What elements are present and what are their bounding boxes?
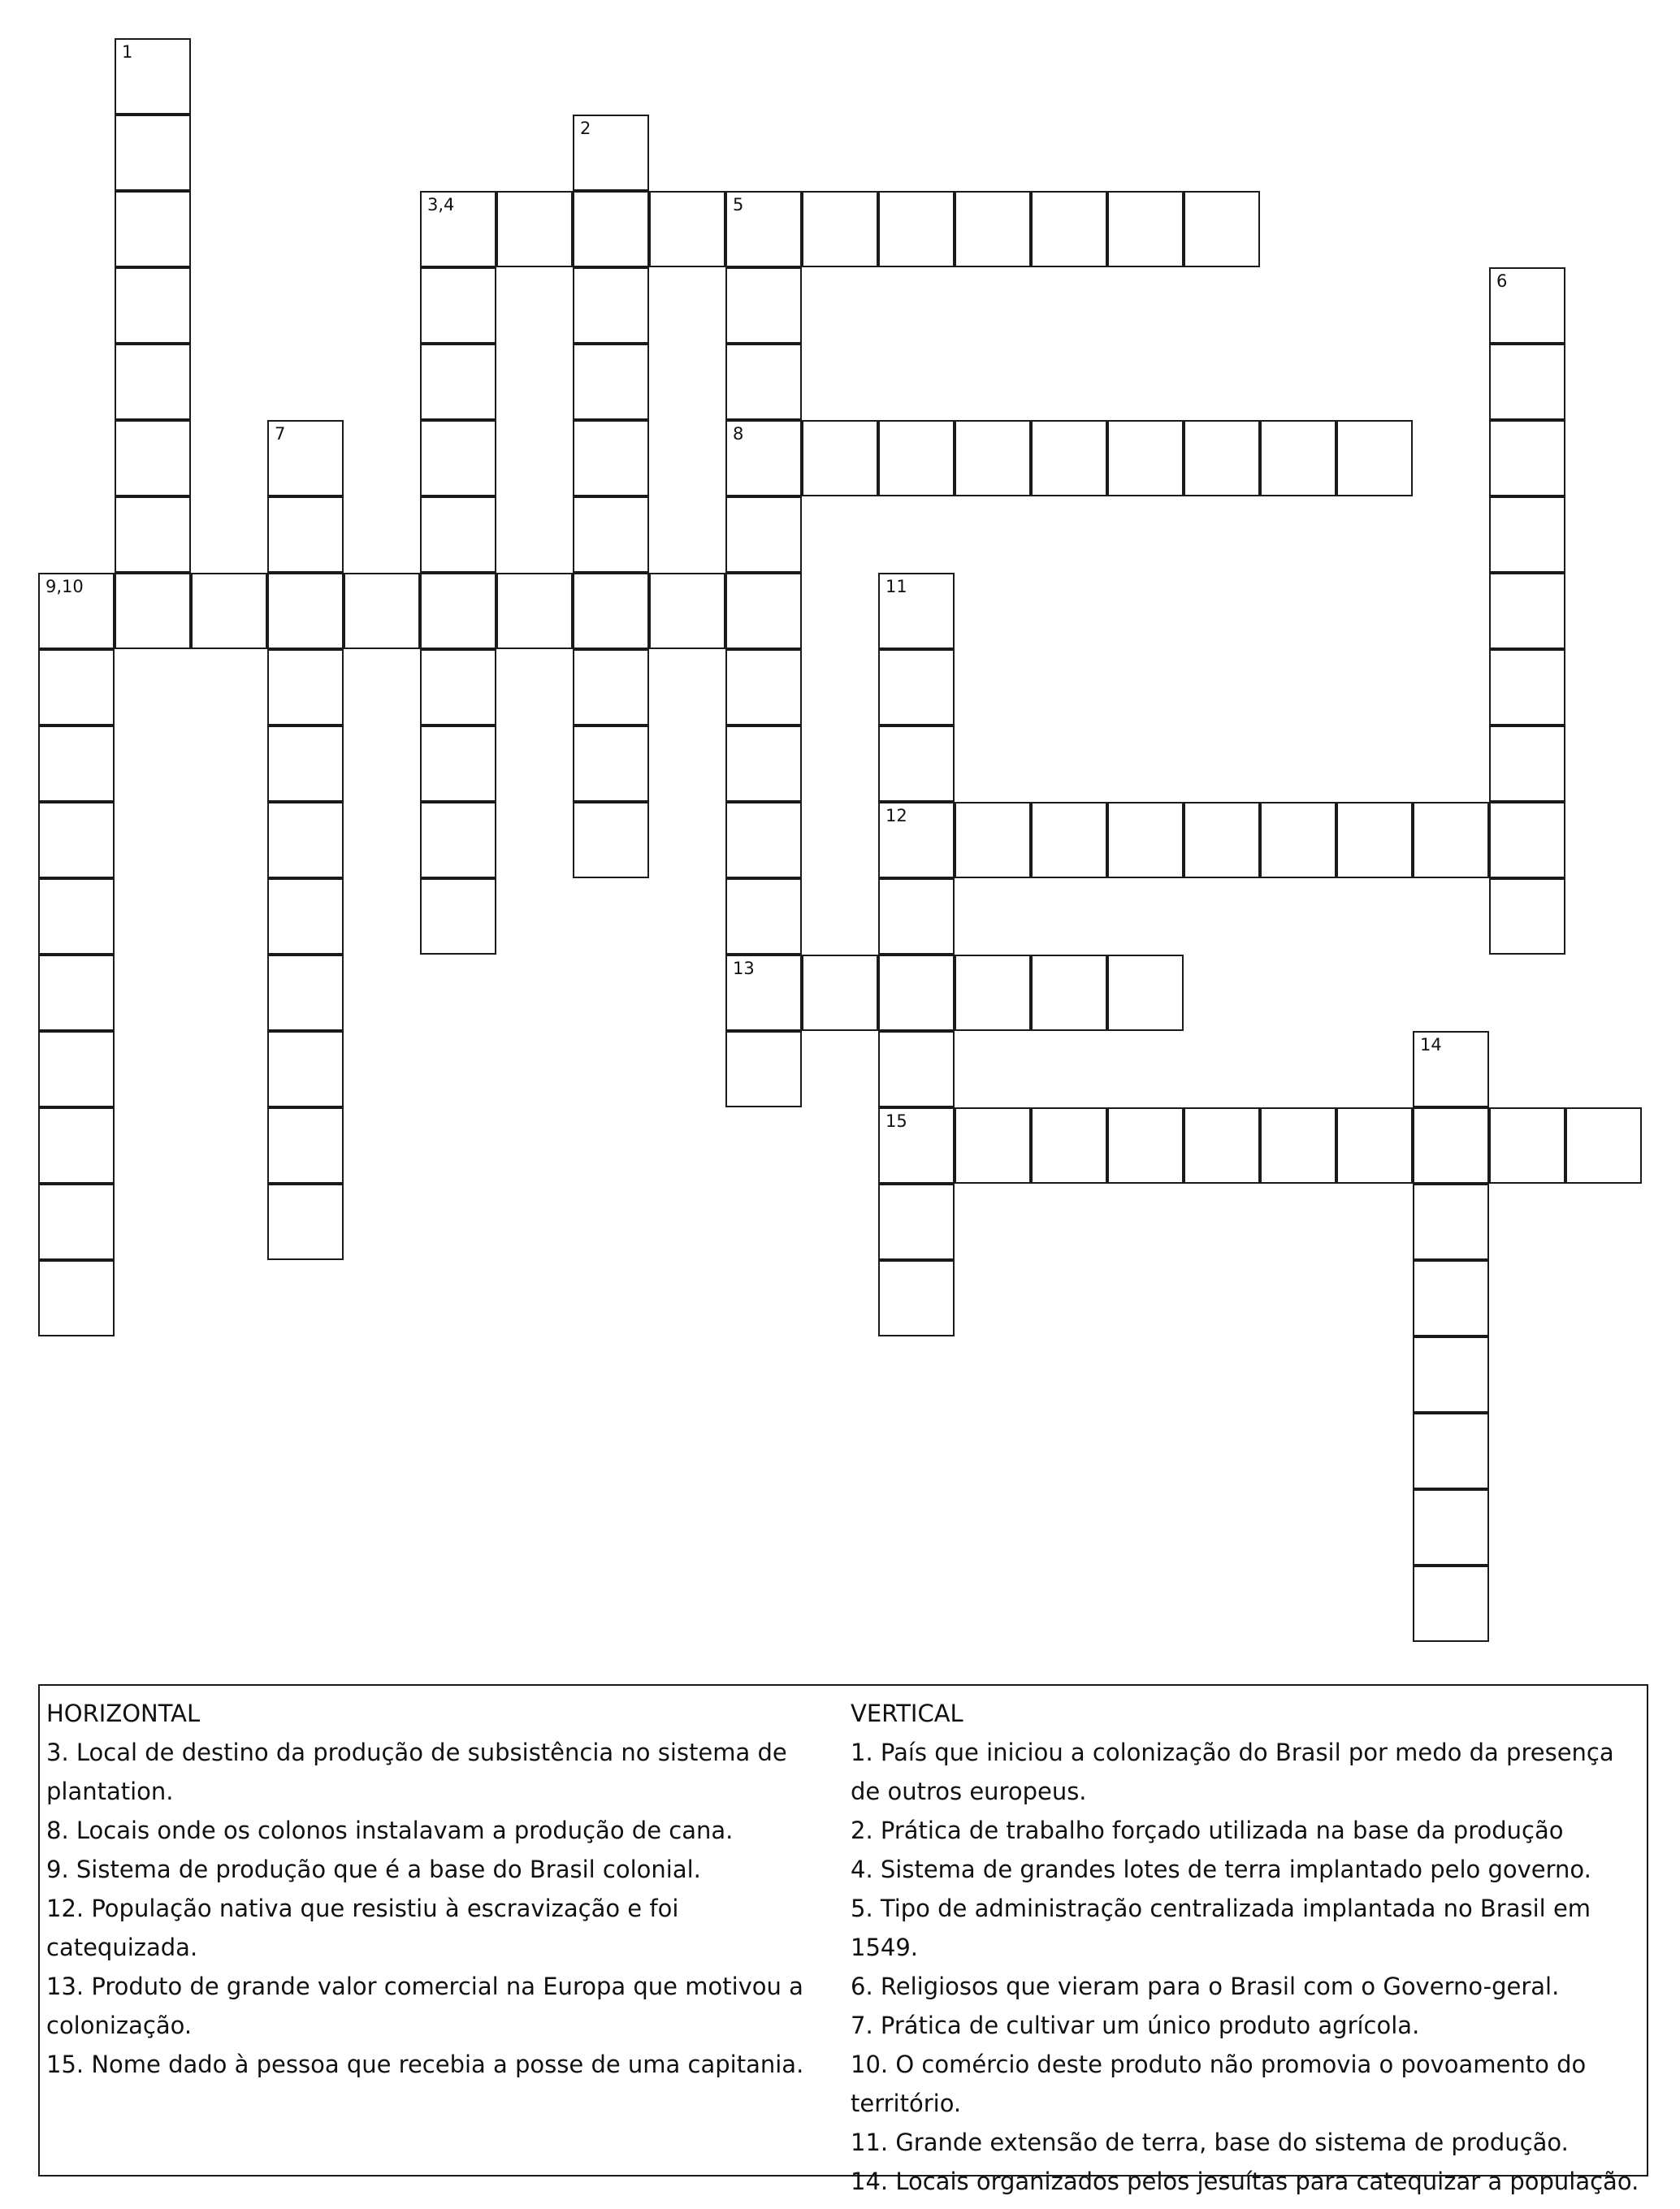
vertical-clue-14: 14. Locais organizados pelos jesuítas para catequizar a população. bbox=[851, 2168, 1639, 2195]
horizontal-clues bbox=[46, 1694, 826, 2084]
grid-cell[interactable] bbox=[115, 573, 191, 649]
grid-cell[interactable] bbox=[1489, 649, 1565, 726]
grid-cell[interactable] bbox=[573, 344, 649, 420]
grid-cell[interactable] bbox=[420, 420, 496, 496]
grid-cell[interactable] bbox=[649, 573, 725, 649]
grid-cell[interactable] bbox=[573, 267, 649, 344]
clue-number: 13 bbox=[733, 959, 755, 978]
clue-number: 3,4 bbox=[427, 195, 455, 214]
grid-cell[interactable] bbox=[878, 1031, 955, 1107]
grid-cell[interactable] bbox=[1031, 420, 1107, 496]
grid-cell[interactable] bbox=[1565, 1107, 1642, 1184]
grid-cell[interactable] bbox=[115, 420, 191, 496]
grid-cell[interactable] bbox=[573, 802, 649, 878]
grid-cell[interactable] bbox=[1489, 267, 1565, 344]
horizontal-clue-8: 8. Locais onde os colonos instalavam a produção de cana. bbox=[46, 1817, 734, 1844]
clues-panel bbox=[38, 1684, 1648, 2195]
horizontal-title: HORIZONTAL bbox=[46, 1700, 201, 1727]
clue-number: 6 bbox=[1496, 271, 1508, 291]
grid-cell[interactable] bbox=[1413, 1260, 1489, 1336]
grid-cell[interactable] bbox=[802, 420, 878, 496]
grid-cell[interactable] bbox=[38, 573, 115, 649]
grid-cell[interactable] bbox=[267, 1107, 344, 1184]
grid-cell[interactable] bbox=[1489, 878, 1565, 955]
grid-cell[interactable] bbox=[115, 496, 191, 573]
grid-cell[interactable] bbox=[1107, 1107, 1184, 1184]
grid-cell[interactable] bbox=[115, 267, 191, 344]
grid-cell[interactable] bbox=[420, 649, 496, 726]
grid-cell[interactable] bbox=[573, 496, 649, 573]
grid-cell[interactable] bbox=[38, 802, 115, 878]
grid-cell[interactable] bbox=[1031, 191, 1107, 267]
grid-cell[interactable] bbox=[420, 496, 496, 573]
grid-cell[interactable] bbox=[1413, 1566, 1489, 1642]
clue-number: 2 bbox=[580, 119, 591, 138]
grid-cell[interactable] bbox=[267, 496, 344, 573]
grid-cell[interactable] bbox=[1184, 191, 1260, 267]
grid-cell[interactable] bbox=[38, 1031, 115, 1107]
vertical-clue-5: 5. Tipo de administração centralizada implantada no Brasil em 1549. bbox=[851, 1895, 1599, 1961]
grid-cell[interactable] bbox=[1107, 420, 1184, 496]
grid-cell[interactable] bbox=[420, 802, 496, 878]
clue-number: 8 bbox=[733, 424, 744, 444]
grid-cell[interactable] bbox=[573, 726, 649, 802]
grid-cell[interactable] bbox=[725, 649, 802, 726]
grid-cell[interactable] bbox=[115, 115, 191, 191]
clue-number: 5 bbox=[733, 195, 744, 214]
clue-number: 7 bbox=[275, 424, 286, 444]
grid-cell[interactable] bbox=[1260, 420, 1336, 496]
horizontal-clue-9: 9. Sistema de produção que é a base do Brasil colonial. bbox=[46, 1856, 701, 1883]
grid-cell[interactable] bbox=[1489, 573, 1565, 649]
grid-cell[interactable] bbox=[267, 649, 344, 726]
grid-cell[interactable] bbox=[878, 802, 955, 878]
grid-cell[interactable] bbox=[725, 726, 802, 802]
clue-number: 15 bbox=[885, 1111, 907, 1131]
grid-cell[interactable] bbox=[1336, 1107, 1413, 1184]
grid-cell[interactable] bbox=[1184, 1107, 1260, 1184]
grid-cell[interactable] bbox=[115, 191, 191, 267]
grid-cell[interactable] bbox=[1031, 802, 1107, 878]
grid-cell[interactable] bbox=[955, 1107, 1031, 1184]
grid-cell[interactable] bbox=[1336, 802, 1413, 878]
vertical-clue-6: 6. Religiosos que vieram para o Brasil com o Governo-geral. bbox=[851, 1973, 1560, 2000]
grid-cell[interactable] bbox=[573, 420, 649, 496]
grid-cell[interactable] bbox=[878, 726, 955, 802]
grid-cell[interactable] bbox=[267, 955, 344, 1031]
grid-cell[interactable] bbox=[725, 496, 802, 573]
grid-cell[interactable] bbox=[878, 1260, 955, 1336]
grid-cell[interactable] bbox=[573, 191, 649, 267]
grid-cell[interactable] bbox=[878, 420, 955, 496]
grid-cell[interactable] bbox=[420, 573, 496, 649]
grid-cell[interactable] bbox=[1489, 344, 1565, 420]
grid-cell[interactable] bbox=[1031, 1107, 1107, 1184]
grid-cell[interactable] bbox=[344, 573, 420, 649]
grid-cell[interactable] bbox=[38, 1260, 115, 1336]
grid-cell[interactable] bbox=[1489, 802, 1565, 878]
grid-cell[interactable] bbox=[725, 1031, 802, 1107]
vertical-title: VERTICAL bbox=[851, 1700, 963, 1727]
grid-cell[interactable] bbox=[420, 344, 496, 420]
grid-cell[interactable] bbox=[725, 955, 802, 1031]
grid-cell[interactable] bbox=[38, 649, 115, 726]
grid-cell[interactable] bbox=[955, 191, 1031, 267]
grid-cell[interactable] bbox=[1413, 802, 1489, 878]
grid-cell[interactable] bbox=[802, 191, 878, 267]
grid-cell[interactable] bbox=[573, 573, 649, 649]
grid-cell[interactable] bbox=[802, 955, 878, 1031]
grid-cell[interactable] bbox=[1413, 1336, 1489, 1413]
grid-cell[interactable] bbox=[1413, 1489, 1489, 1566]
vertical-clue-11: 11. Grande extensão de terra, base do sistema de produção. bbox=[851, 2129, 1569, 2156]
grid-cell[interactable] bbox=[38, 878, 115, 955]
grid-cell[interactable] bbox=[267, 1031, 344, 1107]
grid-cell[interactable] bbox=[1413, 1107, 1489, 1184]
grid-cell[interactable] bbox=[725, 878, 802, 955]
grid-cell[interactable] bbox=[115, 344, 191, 420]
grid-cell[interactable] bbox=[1489, 726, 1565, 802]
grid-cell[interactable] bbox=[725, 344, 802, 420]
grid-cell[interactable] bbox=[878, 955, 955, 1031]
grid-cell[interactable] bbox=[1336, 420, 1413, 496]
grid-cell[interactable] bbox=[1260, 1107, 1336, 1184]
grid-cell[interactable] bbox=[1489, 420, 1565, 496]
grid-cell[interactable] bbox=[267, 573, 344, 649]
grid-cell[interactable] bbox=[955, 420, 1031, 496]
grid-cell[interactable] bbox=[725, 573, 802, 649]
grid-cell[interactable] bbox=[1031, 955, 1107, 1031]
grid-cell[interactable] bbox=[420, 878, 496, 955]
grid-cell[interactable] bbox=[1184, 420, 1260, 496]
grid-cell[interactable] bbox=[1413, 1413, 1489, 1489]
grid-cell[interactable] bbox=[878, 649, 955, 726]
grid-cell[interactable] bbox=[878, 191, 955, 267]
vertical-clue-2: 2. Prática de trabalho forçado utilizada na base da produção bbox=[851, 1817, 1564, 1844]
grid-cell[interactable] bbox=[115, 38, 191, 115]
grid-cell[interactable] bbox=[725, 802, 802, 878]
vertical-clue-7: 7. Prática de cultivar um único produto agrícola. bbox=[851, 2012, 1420, 2039]
grid-cell[interactable] bbox=[649, 191, 725, 267]
grid-cell[interactable] bbox=[420, 267, 496, 344]
grid-cell[interactable] bbox=[267, 420, 344, 496]
grid-cell[interactable] bbox=[955, 955, 1031, 1031]
grid-cell[interactable] bbox=[38, 955, 115, 1031]
clue-number: 11 bbox=[885, 577, 907, 596]
grid-cell[interactable] bbox=[267, 802, 344, 878]
grid-cell[interactable] bbox=[496, 573, 573, 649]
grid-cell[interactable] bbox=[725, 191, 802, 267]
grid-cell[interactable] bbox=[878, 1184, 955, 1260]
vertical-clue-1: 1. País que iniciou a colonização do Brasil por medo da presença de outros europeus. bbox=[851, 1739, 1622, 1805]
grid-cell[interactable] bbox=[420, 191, 496, 267]
vertical-clue-10: 10. O comércio deste produto não promovia o povoamento do território. bbox=[851, 2051, 1594, 2117]
horizontal-clue-13: 13. Produto de grande valor comercial na Europa que motivou a colonização. bbox=[46, 1973, 812, 2039]
grid-cell[interactable] bbox=[878, 878, 955, 955]
horizontal-clue-15: 15. Nome dado à pessoa que recebia a posse de uma capitania. bbox=[46, 2051, 804, 2078]
grid-cell[interactable] bbox=[878, 573, 955, 649]
grid-cell[interactable] bbox=[573, 649, 649, 726]
grid-cell[interactable] bbox=[1107, 955, 1184, 1031]
clue-number: 14 bbox=[1420, 1035, 1442, 1055]
grid-cell[interactable] bbox=[267, 1184, 344, 1260]
grid-cell[interactable] bbox=[38, 726, 115, 802]
grid-cell[interactable] bbox=[1184, 802, 1260, 878]
clue-number: 9,10 bbox=[45, 577, 84, 596]
grid-cell[interactable] bbox=[38, 1107, 115, 1184]
grid-cell[interactable] bbox=[191, 573, 267, 649]
grid-cell[interactable] bbox=[955, 802, 1031, 878]
grid-cell[interactable] bbox=[573, 115, 649, 191]
grid-cell[interactable] bbox=[725, 420, 802, 496]
grid-cell[interactable] bbox=[1413, 1184, 1489, 1260]
grid-cell[interactable] bbox=[1107, 802, 1184, 878]
vertical-clues bbox=[851, 1694, 1647, 2201]
grid-cell[interactable] bbox=[878, 1107, 955, 1184]
clue-number: 12 bbox=[885, 806, 907, 825]
vertical-clue-4: 4. Sistema de grandes lotes de terra implantado pelo governo. bbox=[851, 1856, 1591, 1883]
grid-cell[interactable] bbox=[1489, 1107, 1565, 1184]
grid-cell[interactable] bbox=[1260, 802, 1336, 878]
grid-cell[interactable] bbox=[420, 726, 496, 802]
grid-cell[interactable] bbox=[1413, 1031, 1489, 1107]
grid-cell[interactable] bbox=[267, 726, 344, 802]
horizontal-clue-3: 3. Local de destino da produção de subsistência no sistema de plantation. bbox=[46, 1739, 795, 1805]
grid-cell[interactable] bbox=[1489, 496, 1565, 573]
clue-number: 1 bbox=[122, 42, 133, 62]
grid-cell[interactable] bbox=[267, 878, 344, 955]
grid-cell[interactable] bbox=[38, 1184, 115, 1260]
grid-cell[interactable] bbox=[1107, 191, 1184, 267]
grid-cell[interactable] bbox=[725, 267, 802, 344]
horizontal-clue-12: 12. População nativa que resistiu à escravização e foi catequizada. bbox=[46, 1895, 686, 1961]
grid-cell[interactable] bbox=[496, 191, 573, 267]
